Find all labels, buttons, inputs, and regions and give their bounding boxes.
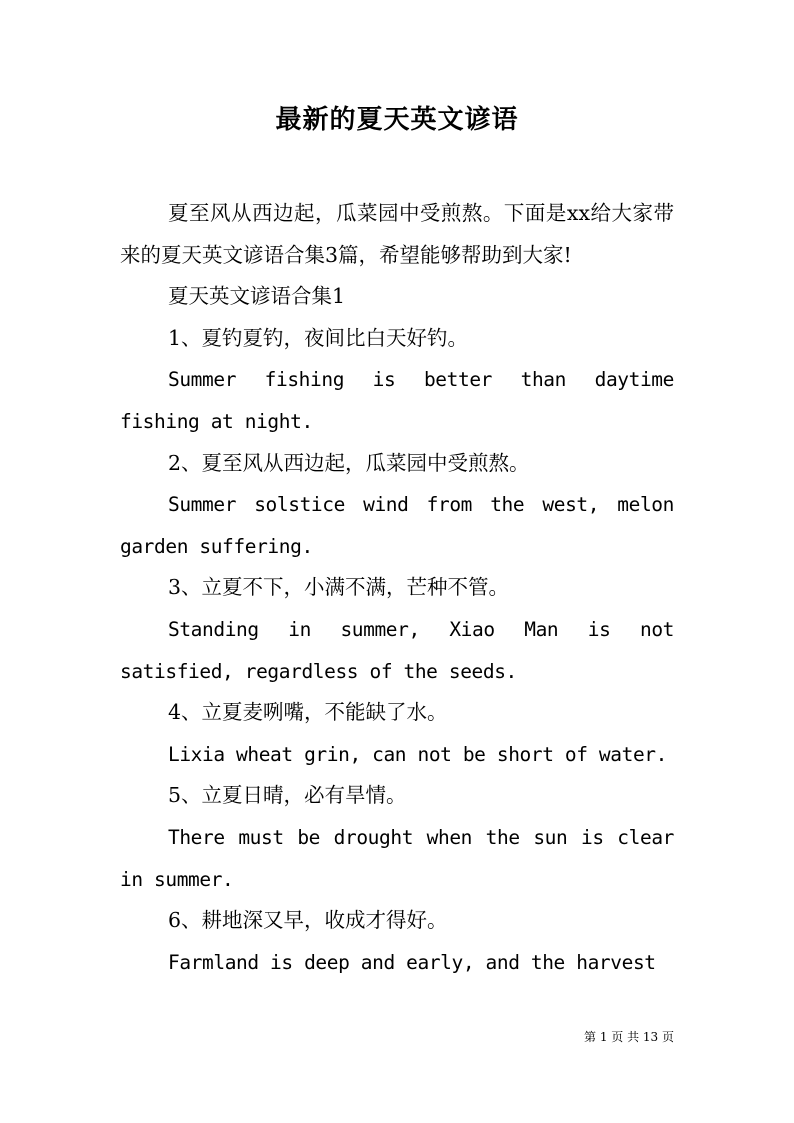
proverb-en-3: Standing in summer, Xiao Man is not satisfied, regardless of the seeds. [120,617,674,683]
proverb-zh-3: 3、立夏不下，小满不满，芒种不管。 [168,575,510,600]
proverb-en-1: Summer fishing is better than daytime fishing at night. [120,368,674,433]
proverb-en-4: Lixia wheat grin, can not be short of water. [168,742,667,766]
proverb-zh-2: 2、夏至风从西边起，瓜菜园中受煎熬。 [168,450,530,475]
proverb-zh-1: 1、夏钓夏钓，夜间比白天好钓。 [168,325,469,350]
proverb-en-5: There must be drought when the sun is clear in summer. [120,825,674,891]
proverb-en-6: Farmland is deep and early, and the harvest [168,950,656,974]
proverb-en-2: Summer solstice wind from the west, melon garden suffering. [120,493,674,558]
intro-paragraph: 夏至风从西边起，瓜菜园中受煎熬。下面是xx给大家带来的夏天英文谚语合集3篇，希望能够帮助到大家! [120,201,674,267]
section-heading: 夏天英文谚语合集1 [168,284,346,309]
proverb-zh-6: 6、耕地深又早，收成才得好。 [168,908,448,933]
page-number-footer: 第 1 页 共 13 页 [584,1030,674,1044]
proverb-zh-4: 4、立夏麦咧嘴，不能缺了水。 [168,700,448,725]
proverb-zh-5: 5、立夏日晴，必有旱情。 [168,783,407,808]
document-body [120,193,674,983]
document-title: 最新的夏天英文谚语 [275,105,519,135]
